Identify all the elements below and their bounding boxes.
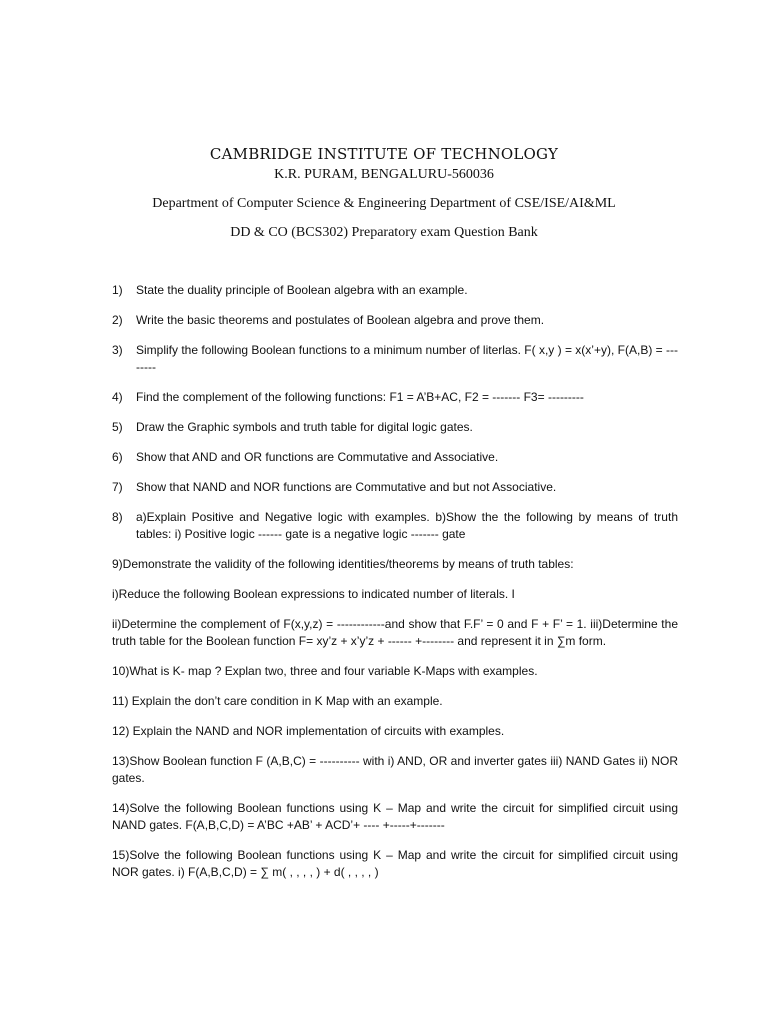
question-number: 2) xyxy=(112,313,123,327)
question-text: i)Reduce the following Boolean expressions to indicated number of literals. I xyxy=(112,587,515,601)
question-bank-title: DD & CO (BCS302) Preparatory exam Question Bank xyxy=(230,225,538,240)
question-item xyxy=(112,800,678,834)
question-text: Find the complement of the following functions: F1 = A’B+AC, F2 = ------- F3= --------- xyxy=(136,390,584,404)
institution-address: K.R. PURAM, BENGALURU-560036 xyxy=(274,167,494,182)
question-number: 1) xyxy=(112,283,123,297)
question-item xyxy=(112,449,678,466)
question-item xyxy=(112,556,678,573)
question-item xyxy=(112,419,678,436)
question-text: Write the basic theorems and postulates of Boolean algebra and prove them. xyxy=(136,313,545,327)
question-text: Draw the Graphic symbols and truth table for digital logic gates. xyxy=(136,420,473,434)
department-line: Department of Computer Science & Engineering Department of CSE/ISE/AI&ML xyxy=(152,196,616,211)
question-text: Demonstrate the validity of the following identities/theorems by means of truth tables: xyxy=(122,557,574,571)
question-item xyxy=(112,586,678,603)
question-number: 11) xyxy=(112,694,129,708)
question-number: 12) xyxy=(112,724,130,738)
question-number: 5) xyxy=(112,420,123,434)
question-text: Solve the following Boolean functions using K – Map and write the circuit for simplified circuit using NOR gates. i) F(A,B,C,D) = ∑ m( , , , , ) + d( , , , , ) xyxy=(112,848,678,879)
question-item xyxy=(112,753,678,787)
question-number: 7) xyxy=(112,480,123,494)
question-number: 13) xyxy=(112,754,130,768)
question-list xyxy=(112,282,678,881)
question-item xyxy=(112,389,678,406)
question-text: Explain the don’t care condition in K Map with an example. xyxy=(128,694,443,708)
question-text: What is K- map ? Explan two, three and four variable K-Maps with examples. xyxy=(129,664,538,678)
question-text: Show that AND and OR functions are Commutative and Associative. xyxy=(136,450,499,464)
question-item xyxy=(112,663,678,680)
question-item xyxy=(112,616,678,650)
question-item xyxy=(112,342,678,376)
question-number: 10) xyxy=(112,664,130,678)
question-text: Solve the following Boolean functions using K – Map and write the circuit for simplified circuit using NAND gates. F(A,B,C,D) = A’BC +AB’ + ACD’+ ---- +-----+------- xyxy=(112,801,678,832)
question-number: 9) xyxy=(112,557,123,571)
question-text: Explain the NAND and NOR implementation of circuits with examples. xyxy=(129,724,505,738)
question-text: Show Boolean function F (A,B,C) = ---------- with i) AND, OR and inverter gates iii) NAND Gates ii) NOR gates. xyxy=(112,754,678,785)
question-text: ii)Determine the complement of F(x,y,z) = ------------and show that F.F’ = 0 and F + F’ = 1. iii)Determine the truth table for the Boolean function F= xy’z + x’y’z + ------ +-------- and represent it in ∑m form. xyxy=(112,617,678,648)
question-text: Show that NAND and NOR functions are Commutative and but not Associative. xyxy=(136,480,557,494)
document-header xyxy=(0,143,768,243)
question-number: 15) xyxy=(112,848,130,862)
question-item xyxy=(112,312,678,329)
question-number: 14) xyxy=(112,801,130,815)
institution-name: CAMBRIDGE INSTITUTE OF TECHNOLOGY xyxy=(209,145,559,163)
question-item xyxy=(112,479,678,496)
question-number: 3) xyxy=(112,343,123,357)
question-item xyxy=(112,509,678,543)
question-item xyxy=(112,847,678,881)
question-number: 8) xyxy=(112,510,123,524)
question-text: a)Explain Positive and Negative logic with examples. b)Show the the following by means of truth tables: i) Positive logic ------ gate is a negative logic ------- gate xyxy=(136,510,678,541)
question-item xyxy=(112,693,678,710)
question-item xyxy=(112,282,678,299)
question-item xyxy=(112,723,678,740)
question-number: 6) xyxy=(112,450,123,464)
question-text: State the duality principle of Boolean algebra with an example. xyxy=(136,283,468,297)
question-text: Simplify the following Boolean functions to a minimum number of literlas. F( x,y ) = x(x’+y), F(A,B) = -------- xyxy=(136,343,678,374)
question-number: 4) xyxy=(112,390,123,404)
